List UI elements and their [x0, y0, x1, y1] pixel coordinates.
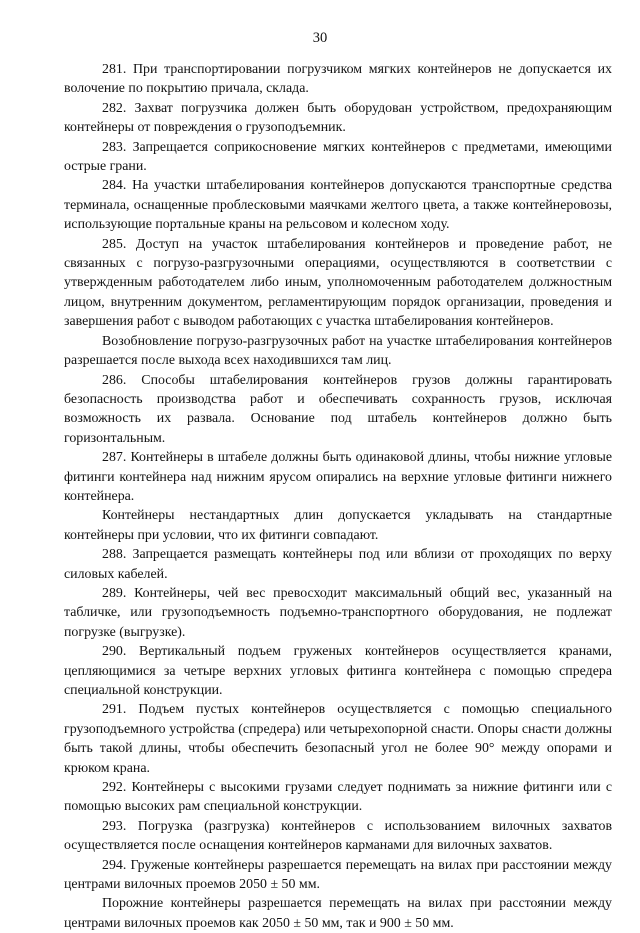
- paragraph-290: 290. Вертикальный подъем груженых контейнеров осуществляется кранами, цепляющимися за четыре верхних угловых фитинга контейнера с помощью спредера специальной конструкции.: [64, 644, 612, 698]
- paragraph-291: 291. Подъем пустых контейнеров осуществляется с помощью специального грузоподъемного устройства (спредера) или четырехопорной снасти. Опоры снасти должны быть такой длины, чтобы обеспечить безопасный угол не более 90° между опорами и крюком крана.: [64, 702, 612, 776]
- paragraph-294: 294. Груженые контейнеры разрешается перемещать на вилах при расстоянии между центрами вилочных проемов 2050 ± 50 мм.: [64, 857, 612, 893]
- document-body: [64, 60, 612, 933]
- paragraph-294-continuation: Порожние контейнеры разрешается перемещать на вилах при расстоянии между центрами вилочных проемов как 2050 ± 50 мм, так и 900 ± 50 мм.: [64, 896, 612, 931]
- paragraph-288: 288. Запрещается размещать контейнеры под или вблизи от проходящих по верху силовых кабелей.: [64, 547, 612, 582]
- paragraph-285-continuation: Возобновление погрузо-разгрузочных работ на участке штабелирования контейнеров разрешается после выхода всех находившихся там лиц.: [64, 333, 612, 369]
- page-number: 30: [312, 30, 328, 46]
- paragraph-282: 282. Захват погрузчика должен быть оборудован устройством, предохраняющим контейнеры от повреждения о грузоподъемник.: [64, 100, 612, 136]
- paragraph-285: 285. Доступ на участок штабелирования контейнеров и проведение работ, не связанных с погрузо-разгрузочными операциями, осуществляются в соответствии с утвержденным работодателем либо иным, уполномоченным работодателем должностным лицом, внутренним документом, регламентирующим порядок организации, проведения и завершения работ с выводом работающих с участка штабелирования контейнеров.: [64, 236, 612, 330]
- paragraph-289: 289. Контейнеры, чей вес превосходит максимальный общий вес, указанный на табличке, или грузоподъемность подъемно-транспортного оборудования, не подлежат погрузке (выгрузке).: [64, 585, 612, 640]
- paragraph-293: 293. Погрузка (разгрузка) контейнеров с использованием вилочных захватов осуществляется после оснащения контейнеров карманами для вилочных захватов.: [64, 818, 612, 854]
- paragraph-286: 286. Способы штабелирования контейнеров грузов должны гарантировать безопасность производства работ и обеспечивать сохранность грузов, исключая возможность их развала. Основание под штабель контейнеров должно быть горизонтальным.: [64, 372, 612, 446]
- paragraph-283: 283. Запрещается соприкосновение мягких контейнеров с предметами, имеющими острые грани.: [64, 139, 612, 175]
- paragraph-281: 281. При транспортировании погрузчиком мягких контейнеров не допускается их волочение по покрытию причала, склада.: [64, 62, 612, 97]
- paragraph-292: 292. Контейнеры с высокими грузами следует поднимать за нижние фитинги или с помощью высоких рам специальной конструкции.: [64, 780, 612, 815]
- paragraph-287-continuation: Контейнеры нестандартных длин допускается укладывать на стандартные контейнеры при условии, что их фитинги совпадают.: [64, 508, 612, 543]
- paragraph-287: 287. Контейнеры в штабеле должны быть одинаковой длины, чтобы нижние угловые фитинги контейнера над нижним ярусом опирались на верхние угловые фитинги нижнего контейнера.: [64, 450, 612, 504]
- paragraph-284: 284. На участки штабелирования контейнеров допускаются транспортные средства терминала, оснащенные проблесковыми маячками желтого цвета, а также контейнеровозы, использующие портальные краны на рельсовом и колесном ходу.: [64, 178, 612, 233]
